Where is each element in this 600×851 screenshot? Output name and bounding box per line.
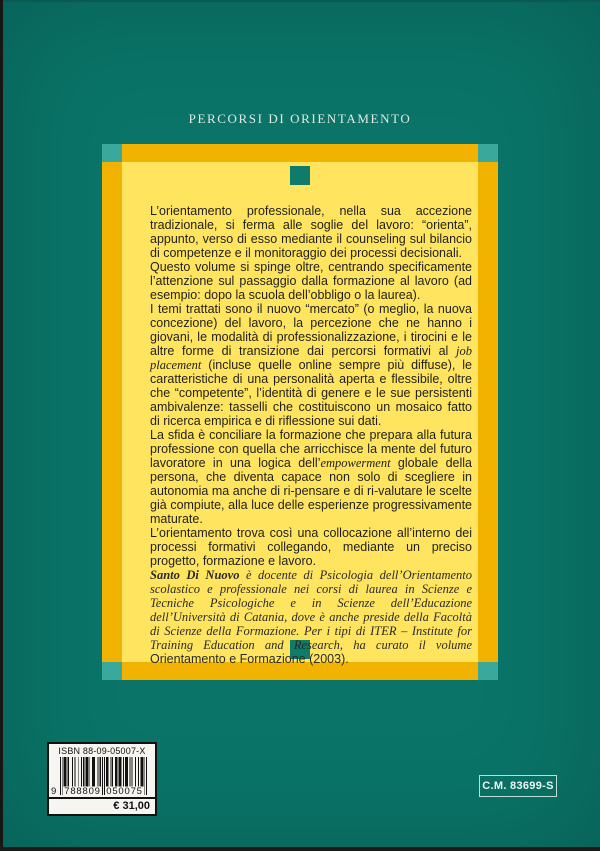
barcode-digit-first: 9	[51, 786, 57, 797]
price-text: € 31,00	[49, 797, 155, 814]
top-edge-shadow	[0, 0, 600, 2]
corner-square-top-right	[478, 144, 498, 162]
description-paragraph: L’orientamento trova così una collocazione all’interno dei processi formativi collegando, mediante un preciso progetto, formazione e lavoro.	[150, 526, 472, 568]
series-title: PERCORSI DI ORIENTAMENTO	[188, 111, 412, 126]
description-panel	[102, 144, 498, 680]
barcode-label	[47, 742, 157, 816]
description-paragraph: I temi trattati sono il nuovo “mercato” (o meglio, la nuova concezione) del lavoro, la percezione che ne hanno i giovani, le modalità di professionalizzazione, i tirocini e le altre forme di transizione dai percorsi formativi al job placement (incluse quelle online sempre più diffuse), le caratteristiche di una personalità aperta e flessibile, oltre che “competente”, l’identità di genere e le sue persistenti ambivalenze: tasselli che costituiscono un mosaico fatto di ricerca empirica e di riflessione sui dati.	[150, 302, 472, 428]
corner-square-bottom-right	[478, 662, 498, 680]
description-paragraph: La sfida è conciliare la formazione che prepara alla futura professione con quella che arricchisce la mente del futuro lavoratore in una logica dell’empowerment globale della persona, che diventa capace non solo di scegliere in autonomia ma anche di ri-pensare e di ri-valutare le scelte già compiute, alla luce delle esperienze progressivamente maturate.	[150, 428, 472, 526]
author-bio: Santo Di Nuovo è docente di Psicologia dell’Orientamento scolastico e professionale nei corsi di laurea in Scienze e Tecniche Psicologiche e in Scienze dell’Educazione dell’Università di Catania, dove è anche preside della Facoltà di Scienze della Formazione. Per i tipi di ITER – Institute for Training Education and Research, ha curato il volume Orientamento e Formazione (2003).	[150, 568, 472, 666]
isbn-text: ISBN 88-09-05007-X	[58, 746, 146, 756]
accent-square-top	[290, 166, 310, 185]
description-paragraph: L’orientamento professionale, nella sua accezione tradizionale, si ferma alle soglie del lavoro: “orienta”, appunto, verso di esso mediante il counseling sul bilancio di competenze e il monitoraggio dei processi decisionali.	[150, 204, 472, 260]
corner-square-bottom-left	[102, 662, 122, 680]
catalog-code-text: C.M. 83699-S	[482, 780, 554, 792]
barcode-digits-left: 788809	[64, 786, 101, 797]
ean-barcode-area	[51, 757, 153, 797]
left-spine-edge	[0, 0, 3, 851]
barcode-digits-right: 050075	[106, 786, 143, 797]
corner-square-top-left	[102, 144, 122, 162]
catalog-code-box	[479, 775, 557, 797]
description-paragraph: Questo volume si spinge oltre, centrando specificamente l’attenzione sul passaggio dalla formazione al lavoro (ad esempio: dopo la scuola dell’obbligo o la laurea).	[150, 260, 472, 302]
description-text	[150, 204, 472, 666]
bottom-edge-shadow	[0, 847, 600, 851]
